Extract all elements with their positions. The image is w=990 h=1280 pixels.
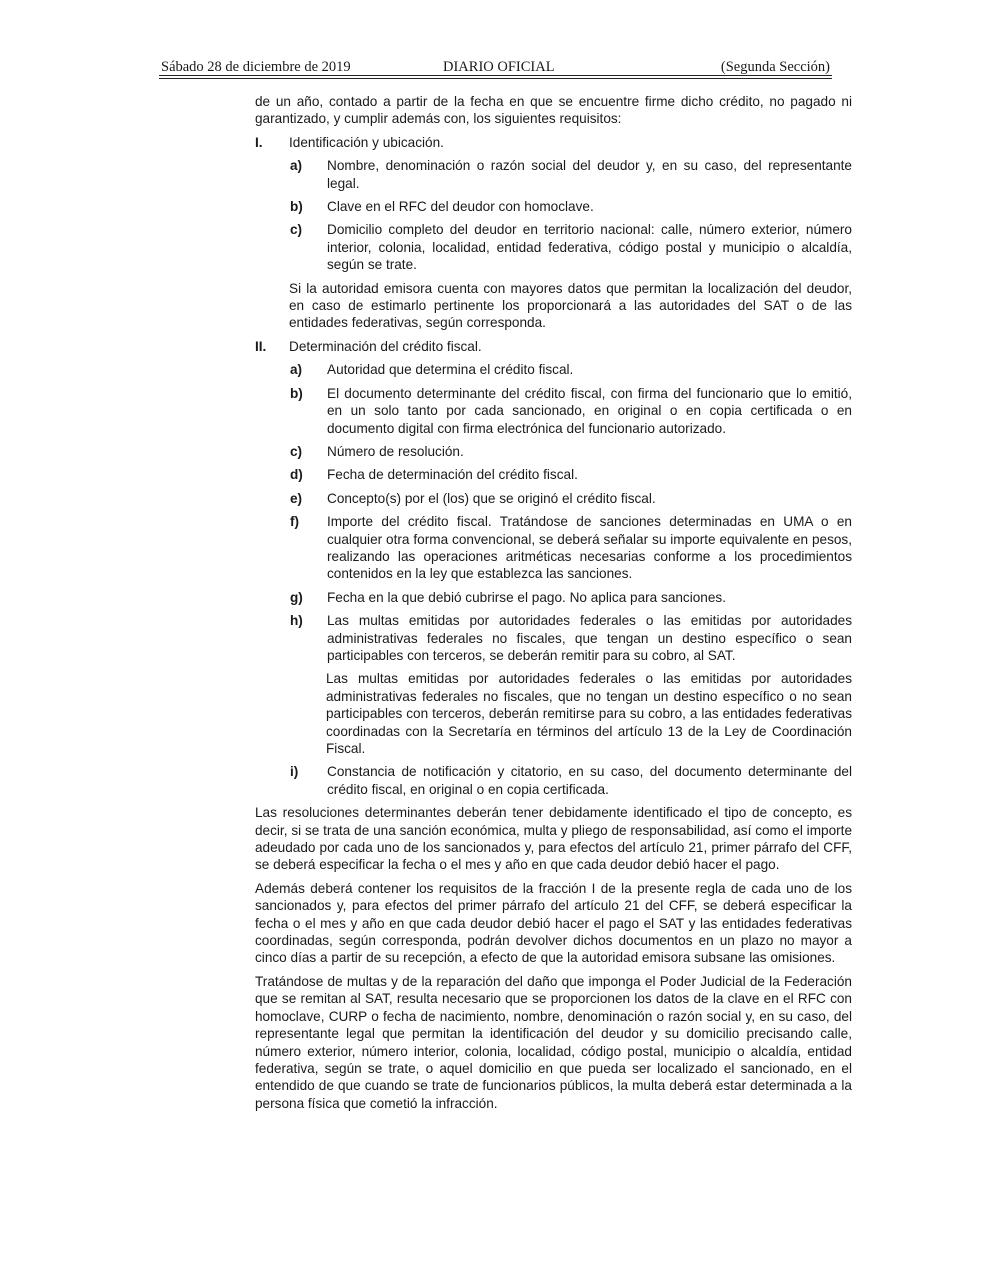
header-rule-top <box>159 75 832 76</box>
paragraph-resoluciones: Las resoluciones determinantes deberán tener debidamente identificado el tipo de concepto, es decir, si se trata de una sanción económica, multa y pliego de responsabilidad, así como el importe adeudado por cada uno de los sancionados y, para efectos del artículo 21, primer párrafo del CFF, se deberá especificar la fecha o el mes y año en que cada deudor debió hacer el pago. <box>255 805 852 873</box>
section-ii-item-e <box>255 490 852 507</box>
section-ii-item-g <box>255 589 852 606</box>
item-letter: c) <box>290 222 303 238</box>
section-ii-item-a <box>255 361 852 378</box>
header-date: Sábado 28 de diciembre de 2019 <box>161 59 351 75</box>
header-section: (Segunda Sección) <box>720 59 830 75</box>
item-text: El documento determinante del crédito fiscal, con firma del funcionario que lo emitió, en un solo tanto por cada sancionado, en original o en copia certificada o en documento digital con firma electrónica del funcionario autorizado. <box>327 385 852 436</box>
section-i-item-a <box>255 157 852 192</box>
section-i-note: Si la autoridad emisora cuenta con mayores datos que permitan la localización del deudor, en caso de estimarlo pertinente los proporcionará a las autoridades del SAT o de las entidades federativas, según corresponda. <box>289 280 852 331</box>
section-ii-title: Determinación del crédito fiscal. <box>289 338 482 354</box>
item-letter: e) <box>290 490 303 506</box>
item-letter: i) <box>290 764 299 780</box>
item-text: Número de resolución. <box>327 443 464 459</box>
section-i-title: Identificación y ubicación. <box>289 134 444 150</box>
section-ii-item-i <box>255 763 852 798</box>
section-ii-heading <box>255 338 852 355</box>
item-text: Importe del crédito fiscal. Tratándose de sanciones determinadas en UMA o en cualquier otra forma convencional, se deberá señalar su importe equivalente en pesos, realizando las operaciones aritméticas necesarias conforme a los procedimientos contenidos en la ley que establezca las sanciones. <box>327 514 852 582</box>
item-text: Domicilio completo del deudor en territorio nacional: calle, número exterior, número interior, colonia, localidad, entidad federativa, código postal y municipio o alcaldía, según se trate. <box>327 222 852 273</box>
item-letter: b) <box>290 199 303 215</box>
header-rule-bottom <box>159 78 832 79</box>
item-text: Las multas emitidas por autoridades federales o las emitidas por autoridades administrativas federales no fiscales, que tengan un destino específico o sean participables con terceros, se deberán remitir para su cobro, al SAT. <box>327 613 852 663</box>
item-text: Constancia de notificación y citatorio, en su caso, del documento determinante del crédito fiscal, en original o en copia certificada. <box>327 764 852 797</box>
item-letter: h) <box>290 613 303 629</box>
section-ii-item-h <box>255 612 852 664</box>
section-ii-item-d <box>255 466 852 483</box>
section-ii-numeral: II. <box>255 338 267 354</box>
item-letter: c) <box>290 443 303 459</box>
section-ii-item-c <box>255 443 852 460</box>
item-letter: d) <box>290 467 303 483</box>
section-ii-item-f <box>255 513 852 583</box>
item-text: Clave en el RFC del deudor con homoclave. <box>327 199 594 215</box>
item-text: Fecha en la que debió cubrirse el pago. No aplica para sanciones. <box>327 589 727 605</box>
item-letter: b) <box>290 385 303 401</box>
paragraph-multas-poder-judicial: Tratándose de multas y de la reparación del daño que imponga el Poder Judicial de la Federación que se remitan al SAT, resulta necesario que se proporcionen los datos de la clave en el RFC con homoclave, CURP o fecha de nacimiento, nombre, denominación o razón social y, en su caso, del representante legal que permitan la identificación del deudor y su domicilio precisando calle, número exterior, número interior, colonia, localidad, código postal, municipio o alcaldía, entidad federativa, según se trate, o aquel domicilio en que pueda ser localizado el sancionado, en el entendido de que cuando se trate de funcionarios públicos, la multa deberá estar determinada a la persona física que cometió la infracción. <box>255 973 852 1111</box>
section-i-heading <box>255 134 852 151</box>
item-text: Autoridad que determina el crédito fiscal. <box>327 362 574 378</box>
item-text: Nombre, denominación o razón social del deudor y, en su caso, del representante legal. <box>327 158 852 191</box>
item-letter: f) <box>290 514 300 530</box>
intro-paragraph: de un año, contado a partir de la fecha en que se encuentre firme dicho crédito, no pagado ni garantizado, y cumplir además con, los siguientes requisitos: <box>255 94 852 127</box>
paragraph-requisitos: Además deberá contener los requisitos de la fracción I de la presente regla de cada uno de los sancionados y, para efectos del primer párrafo del artículo 21 del CFF, se deberá especificar la fecha o el mes y año en que cada deudor debió hacer el pago el SAT y las entidades federativas coordinadas, según corresponda, podrán devolver dichos documentos en un plazo no mayor a cinco días a partir de su recepción, a efecto de que la autoridad emisora subsane las omisiones. <box>255 880 852 966</box>
item-letter: a) <box>290 362 303 378</box>
section-i-numeral: I. <box>255 134 263 150</box>
item-text: Concepto(s) por el (los) que se originó el crédito fiscal. <box>327 490 656 506</box>
section-ii-item-b <box>255 385 852 437</box>
item-text: Fecha de determinación del crédito fiscal. <box>327 467 578 483</box>
page-header <box>159 57 832 77</box>
item-letter: a) <box>290 158 303 174</box>
document-body <box>255 93 852 1118</box>
section-i-item-c <box>255 221 852 273</box>
header-title: DIARIO OFICIAL <box>443 59 555 75</box>
section-ii-item-h-note: Las multas emitidas por autoridades federales o las emitidas por autoridades administrativas federales no fiscales, que no tengan un destino específico o no sean participables con terceros, deberán remitirse para su cobro, a las entidades federativas coordinadas con la Secretaría en términos del artículo 13 de la Ley de Coordinación Fiscal. <box>326 671 852 756</box>
item-letter: g) <box>290 589 303 605</box>
section-i-item-b <box>255 198 852 215</box>
